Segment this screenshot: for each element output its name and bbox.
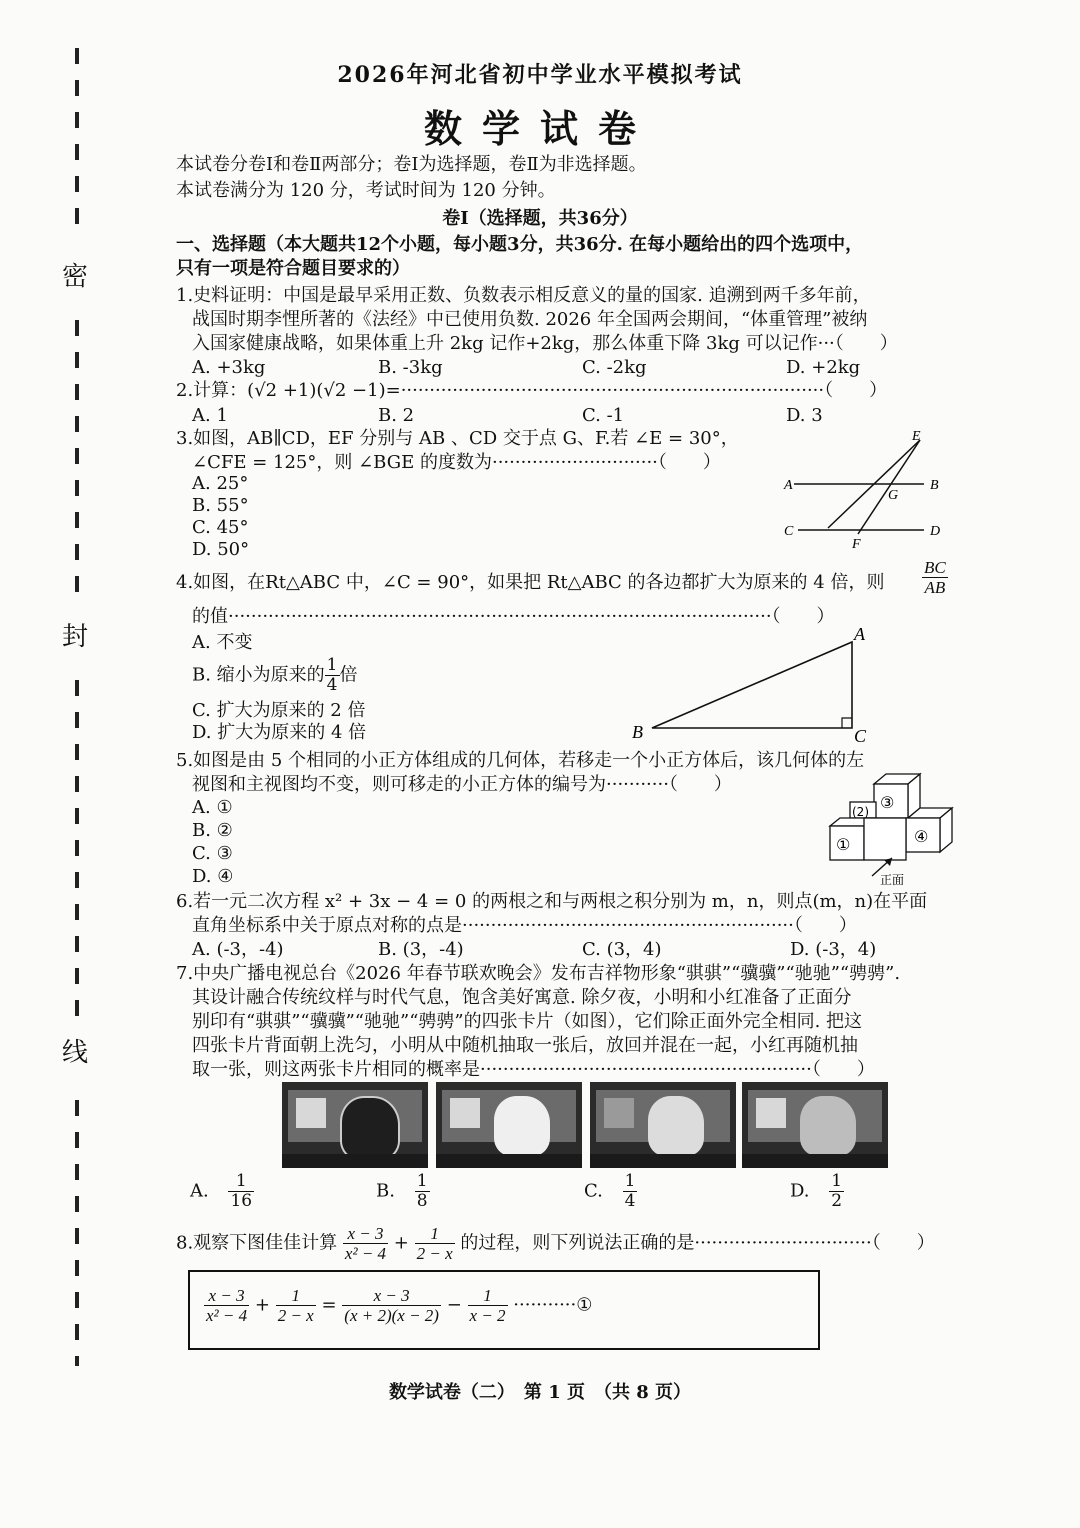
frac-den: 2 − x [277,1306,314,1325]
frac-num: 1 [624,1171,636,1191]
option-label: C. [584,1180,603,1202]
q6-option-a: A. (-3，-4) [192,939,284,960]
plus-sign: + [393,1232,409,1254]
minus-sign: − [446,1294,462,1316]
frac-num: 1 [326,655,338,675]
option-label: A. [190,1180,209,1202]
q4-line-2: 的值·······························································································（ ） [192,606,835,627]
q5-option-a: A. ① [192,797,233,818]
intro-line-2: 本试卷满分为 120 分，考试时间为 120 分钟。 [176,180,556,201]
label-b: B [632,722,643,742]
label-c: C [784,524,794,539]
mascot-card-1 [282,1082,428,1168]
q3-option-a: A. 25° [192,473,249,494]
q7-option-d [790,1172,844,1211]
q8-stem-post: 的过程，则下列说法正确的是·······························（ ） [460,1232,935,1254]
q6-option-b: B. (3，-4) [378,939,464,960]
frac-num: 1 [468,1286,508,1306]
label-a: A [784,478,793,493]
q1-option-c: C. -2kg [582,357,647,378]
frac-den: AB [924,578,946,597]
q2-option-d: D. 3 [786,405,823,426]
q6-line-2: 直角坐标系中关于原点对称的点是··························································（ ） [192,915,857,936]
q3-line-1: 3.如图，AB∥CD，EF 分别与 AB 、CD 交于点 G、F.若 ∠E = 30°， [176,428,739,449]
frac-den: 2 − x [416,1244,453,1263]
frac-den: 4 [624,1191,636,1211]
seal-char-feng: 封 [62,612,88,657]
q1-line-2: 战国时期李悝所著的《法经》中已使用负数. 2026 年全国两会期间，“体重管理”被纳 [192,309,868,330]
q2-option-a: A. 1 [192,405,228,426]
cube-label-4: ④ [914,827,929,846]
frac-num: 1 [416,1171,428,1191]
q3-line-2: ∠CFE = 125°，则 ∠BGE 的度数为·····························（ ） [192,452,721,473]
q3-option-d: D. 50° [192,539,250,560]
q7-line-1: 7.中央广播电视总台《2026 年春节联欢晚会》发布吉祥物形象“骐骐”“骥骥”“驰驰”“骋骋”. [176,963,901,984]
q8-stem-pre: 8.观察下图佳佳计算 [176,1232,338,1254]
q5-line-1: 5.如图是由 5 个相同的小正方体组成的几何体，若移走一个小正方体后，该几何体的左 [176,750,865,771]
label-e: E [912,429,921,444]
q4-option-b-post: 倍 [339,664,358,686]
q5-option-c: C. ③ [192,843,233,864]
mascot-card-2 [436,1082,582,1168]
q7-option-a [190,1172,254,1211]
cube-label-2: (2) [852,805,869,819]
step-marker: ···········① [513,1294,593,1316]
cube-label-3: ③ [880,793,895,812]
q2-stem: 2.计算：(√2 +1)(√2 −1)=··········································································（ ） [176,380,888,401]
q4-option-b-pre: B. 缩小为原来的 [192,664,325,686]
label-d: D [930,524,941,539]
page-footer: 数学试卷（二） 第 1 页 （共 8 页） [388,1382,692,1403]
frac-num: BC [924,558,946,577]
frac-num: x − 3 [204,1286,249,1306]
frac-den: 16 [230,1191,253,1211]
q4-option-c: C. 扩大为原来的 2 倍 [192,700,366,721]
label-g: G [888,488,899,503]
label-a: A [854,624,865,644]
q1-option-d: D. +2kg [786,357,861,378]
frac-num: 1 [228,1172,254,1192]
cube-label-1: ① [836,835,851,854]
q7-line-5: 取一张，则这两张卡片相同的概率是··························································（ ） [192,1059,875,1080]
q1-option-a: A. +3kg [192,357,266,378]
q7-line-2: 其设计融合传统纹样与时代气息，饱含美好寓意. 除夕夜，小明和小红准备了正面分 [192,987,852,1008]
q2-option-b: B. 2 [378,405,415,426]
q5-line-2: 视图和主视图均不变，则可移走的小正方体的编号为···········（ ） [192,774,732,795]
q8-stem [176,1224,935,1263]
q7-option-b [376,1172,430,1211]
frac-den: (x + 2)(x − 2) [344,1306,439,1325]
q4-right-triangle-figure [628,624,878,748]
q1-line-3: 入国家健康战略，如果体重上升 2kg 记作+2kg，那么体重下降 3kg 可以记作···（ ） [192,333,898,354]
q5-option-b: B. ② [192,820,233,841]
q3-parallel-lines-figure [780,424,960,552]
q2-option-c: C. -1 [582,405,625,426]
frac-den: 2 [831,1191,843,1211]
frac-den: x² − 4 [206,1306,248,1325]
q6-option-c: C. (3，4) [582,939,662,960]
frac-num: x − 3 [343,1224,388,1244]
subject-title: 数学试卷 [423,106,656,151]
q1-line-1: 1.史料证明：中国是最早采用正数、负数表示相反意义的量的国家. 追溯到两千多年前， [176,285,871,306]
part-heading-1: 一、选择题（本大题共12个小题，每小题3分，共36分. 在每小题给出的四个选项中， [176,234,864,255]
label-c: C [854,726,867,746]
frac-den: x² − 4 [344,1244,387,1263]
mascot-card-3 [590,1082,736,1168]
q3-option-b: B. 55° [192,495,249,516]
frac-den: 8 [416,1191,428,1211]
option-label: B. [376,1180,395,1202]
frac-num: 1 [831,1171,843,1191]
q5-option-d: D. ④ [192,866,234,887]
seal-char-mi: 密 [62,252,88,297]
exam-title: 2026年河北省初中学业水平模拟考试 [337,62,743,88]
seal-char-xian: 线 [62,1028,88,1073]
q4-option-d: D. 扩大为原来的 4 倍 [192,722,367,743]
front-label: 正面 [880,873,905,887]
part-heading-2: 只有一项是符合题目要求的） [176,258,410,279]
equals-sign: = [321,1294,337,1316]
frac-num: x − 3 [342,1286,441,1306]
q1-option-b: B. -3kg [378,357,443,378]
q8-working-step-1 [204,1286,592,1325]
q8-working-box [188,1270,820,1350]
q4-line-1: 4.如图，在Rt△ABC 中，∠C = 90°，如果把 Rt△ABC 的各边都扩大为原来的 4 倍，则 [176,572,885,593]
option-label: D. [790,1180,810,1202]
plus-sign: + [254,1294,270,1316]
frac-num: 1 [276,1286,316,1306]
frac-den: x − 2 [469,1306,506,1325]
q6-line-1: 6.若一元二次方程 x² + 3x − 4 = 0 的两根之和与两根之积分别为 m，n，则点(m，n)在平面 [176,891,928,912]
q7-line-4: 四张卡片背面朝上洗匀，小明从中随机抽取一张后，放回并混在一起，小红再随机抽 [192,1035,858,1056]
section-title: 卷Ⅰ（选择题，共36分） [442,208,638,229]
q6-option-d: D. (-3，4) [790,939,877,960]
frac-num: 1 [415,1224,455,1244]
q7-option-c [584,1172,637,1211]
intro-line-1: 本试卷分卷Ⅰ和卷Ⅱ两部分；卷Ⅰ为选择题，卷Ⅱ为非选择题。 [176,154,647,175]
q3-option-c: C. 45° [192,517,249,538]
q4-option-a: A. 不变 [192,632,253,653]
label-f: F [852,537,861,552]
q4-fraction [922,558,948,597]
label-b: B [930,478,939,493]
q7-line-3: 别印有“骐骐”“骥骥”“驰驰”“骋骋”的四张卡片（如图），它们除正面外完全相同. 把这 [192,1011,863,1032]
mascot-card-4 [742,1082,888,1168]
frac-den: 4 [326,675,338,695]
q5-cubes-figure [820,770,960,888]
q4-option-b [192,656,358,695]
